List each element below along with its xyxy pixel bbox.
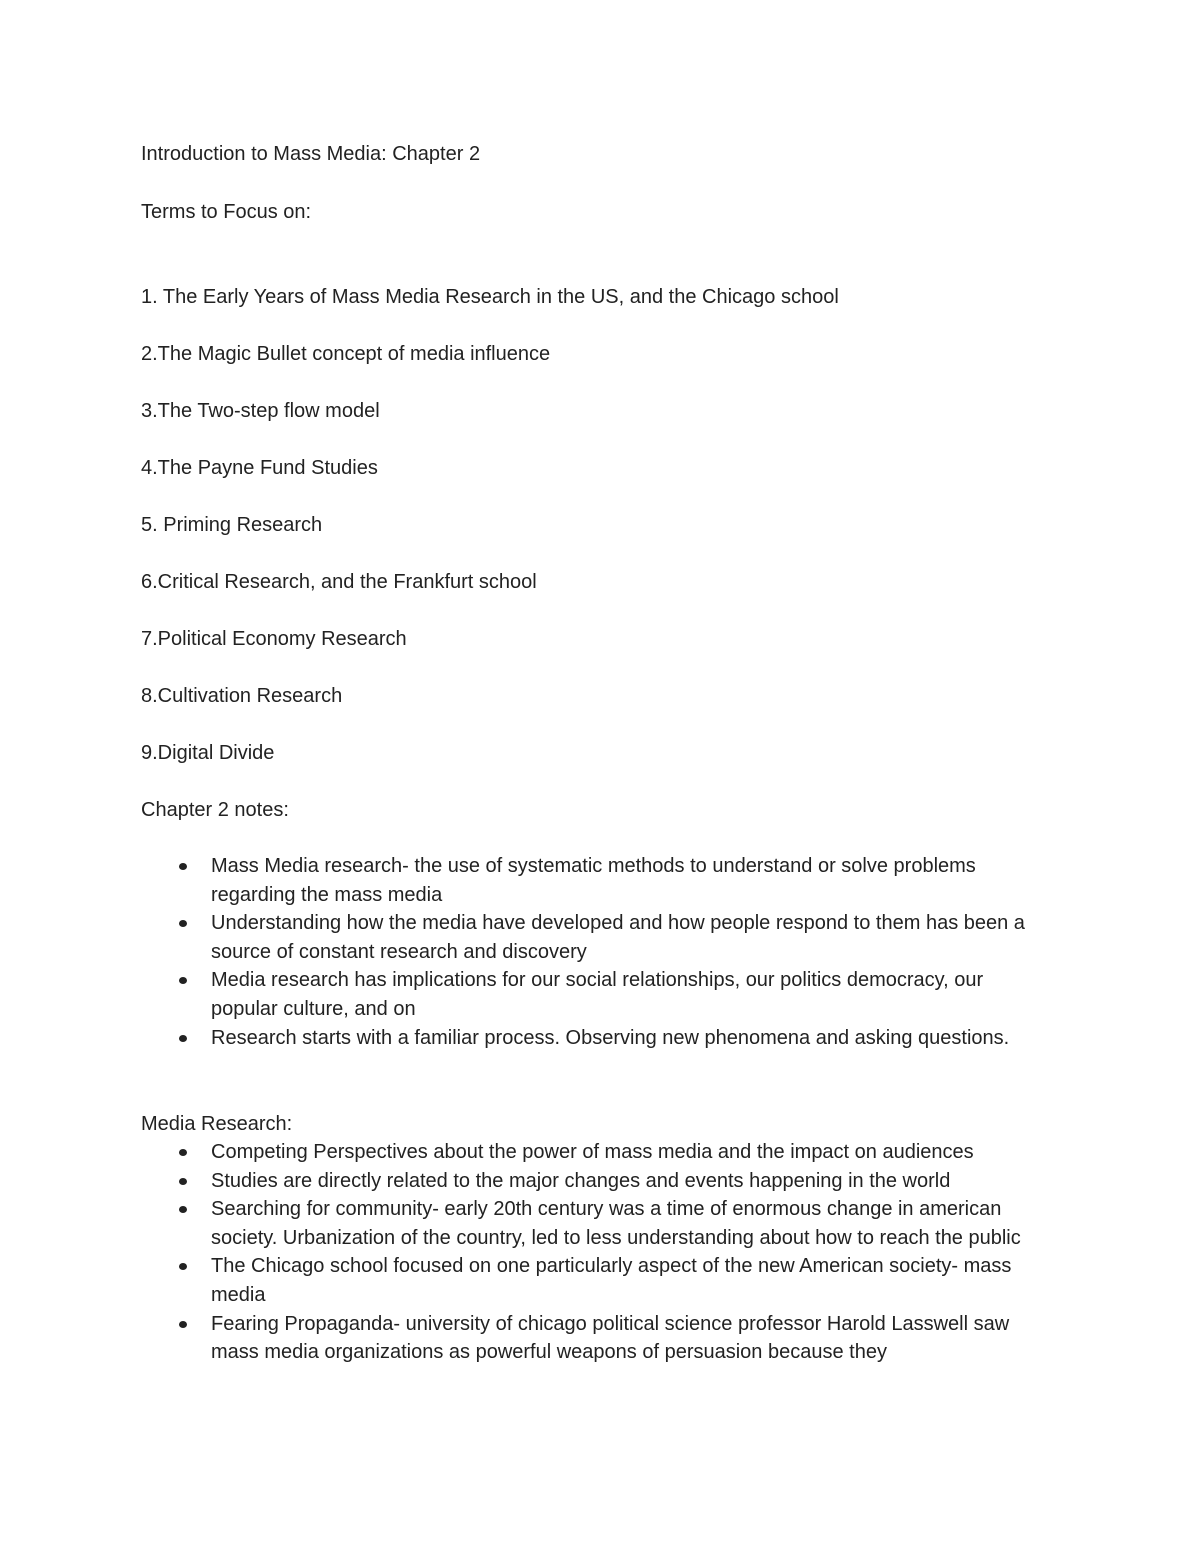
research-text: Competing Perspectives about the power of mass media and the impact on audiences [211,1141,974,1163]
term-item: 5. Priming Research [141,514,323,536]
note-text: Media research has implications for our social relationships, our politics democracy, our popular culture, and on [211,969,984,1020]
research-text: The Chicago school focused on one particularly aspect of the new American society- mass media [211,1255,1012,1306]
bullet-icon [179,1321,187,1328]
term-item: 2.The Magic Bullet concept of media influence [141,343,551,365]
bullet-icon [179,1035,187,1042]
term-item: 3.The Two-step flow model [141,400,380,422]
term-item: 7.Political Economy Research [141,628,407,650]
list-item [141,966,1051,1023]
notes-heading: Chapter 2 notes: [141,799,289,821]
list-item [141,1167,1051,1196]
research-text: Fearing Propaganda- university of chicago political science professor Harold Lasswell saw mass media organizations as powerful weapons of persuasion because they [211,1312,1010,1364]
note-text: Research starts with a familiar process. Observing new phenomena and asking questions. [211,1026,1010,1049]
term-item: 1. The Early Years of Mass Media Research in the US, and the Chicago school [141,286,839,308]
list-item [141,1310,1051,1367]
terms-heading: Terms to Focus on: [141,201,312,223]
term-item: 6.Critical Research, and the Frankfurt school [141,571,537,593]
term-item: 9.Digital Divide [141,742,275,764]
bullet-icon [179,977,187,984]
notes-list [141,852,1061,1052]
research-heading: Media Research: [141,1113,293,1135]
term-item: 4.The Payne Fund Studies [141,457,378,479]
bullet-icon [179,863,187,870]
bullet-icon [179,920,187,927]
note-text: Understanding how the media have developed and how people respond to them has been a source of constant research and discovery [211,912,1025,963]
bullet-icon [179,1178,187,1185]
document-title: Introduction to Mass Media: Chapter 2 [141,143,481,165]
term-item: 8.Cultivation Research [141,685,343,707]
research-text: Searching for community- early 20th century was a time of enormous change in american society. Urbanization of the country, led to less understanding about how to reach the public [211,1198,1021,1249]
bullet-icon [179,1149,187,1156]
list-item [141,1138,1051,1167]
list-item [141,852,1051,909]
research-list [141,1138,1061,1367]
research-text: Studies are directly related to the major changes and events happening in the world [211,1169,951,1192]
list-item [141,1195,1051,1252]
list-item [141,1252,1051,1309]
bullet-icon [179,1263,187,1270]
bullet-icon [179,1206,187,1213]
note-text: Mass Media research- the use of systematic methods to understand or solve problems regarding the mass media [211,855,976,906]
list-item [141,1024,1051,1053]
list-item [141,909,1051,966]
